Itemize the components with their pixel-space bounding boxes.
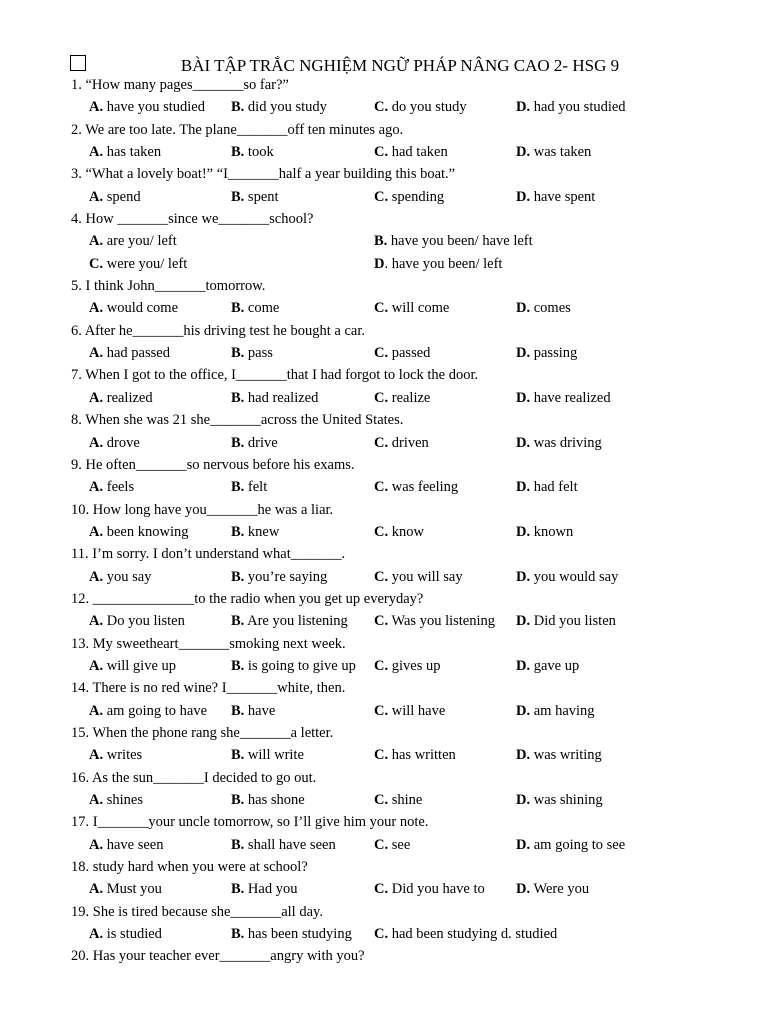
option-text: was driving xyxy=(530,434,602,451)
option-c[interactable] xyxy=(374,96,467,118)
option-text: have seen xyxy=(103,836,164,853)
option-c[interactable] xyxy=(374,834,410,856)
options-row xyxy=(71,432,751,454)
option-text: felt xyxy=(244,479,268,496)
option-text: . have you been/ left xyxy=(384,255,503,272)
options-row xyxy=(71,387,751,409)
option-c[interactable] xyxy=(374,655,440,677)
option-letter: B. xyxy=(231,836,245,853)
option-a[interactable] xyxy=(89,186,141,208)
option-b[interactable] xyxy=(231,566,327,588)
option-b[interactable] xyxy=(231,96,327,118)
option-text: Did you have to xyxy=(388,881,485,898)
option-b[interactable] xyxy=(231,186,279,208)
option-d[interactable] xyxy=(516,186,595,208)
option-letter: C. xyxy=(374,188,389,205)
option-text: will come xyxy=(388,300,450,317)
options-row xyxy=(71,923,751,945)
option-d[interactable] xyxy=(516,521,573,543)
option-text: took xyxy=(244,144,274,161)
option-letter: B. xyxy=(231,434,245,451)
option-text: has been studying xyxy=(244,926,352,943)
option-a[interactable] xyxy=(89,566,151,588)
option-text: you’re saying xyxy=(244,568,328,585)
options-row xyxy=(71,297,751,319)
option-text: Was you listening xyxy=(388,613,496,630)
question-text: 16. As the sun_______I decided to go out. xyxy=(71,769,317,786)
options-row xyxy=(71,141,751,163)
question-text: 6. After he_______his driving test he bought a car. xyxy=(71,322,365,339)
option-text: are you/ left xyxy=(103,233,177,250)
option-letter: C. xyxy=(374,926,389,943)
options-row xyxy=(71,253,751,275)
option-c[interactable] xyxy=(374,610,495,632)
option-text: writes xyxy=(103,747,143,764)
option-letter: B. xyxy=(231,881,245,898)
question-text: 7. When I got to the office, I_______that I had forgot to lock the door. xyxy=(71,367,479,384)
question-text: 14. There is no red wine? I_______white, then. xyxy=(71,680,346,697)
option-c[interactable] xyxy=(89,253,187,275)
option-text: shine xyxy=(388,792,423,808)
option-text: have xyxy=(244,702,276,719)
option-c[interactable] xyxy=(374,186,444,208)
question-text: 17. I_______your uncle tomorrow, so I’ll give him your note. xyxy=(71,814,429,831)
option-c[interactable] xyxy=(374,878,485,900)
option-letter: A. xyxy=(89,657,104,674)
option-letter: D. xyxy=(516,747,531,764)
option-text: is going to give up xyxy=(244,657,356,674)
option-letter: C. xyxy=(374,747,389,764)
option-letter: A. xyxy=(89,479,104,496)
option-d[interactable] xyxy=(516,387,611,409)
option-d[interactable] xyxy=(516,96,626,118)
option-text: Did you listen xyxy=(530,613,616,630)
option-letter: C. xyxy=(374,479,389,496)
option-letter: B. xyxy=(231,568,245,585)
option-letter: C. xyxy=(374,523,389,540)
option-d[interactable] xyxy=(516,878,589,900)
option-b[interactable] xyxy=(231,432,278,454)
option-text: knew xyxy=(244,523,280,540)
option-letter: A. xyxy=(89,233,104,250)
question-text: 12. ______________to the radio when you get up everyday? xyxy=(71,590,424,607)
option-text: drove xyxy=(103,434,140,451)
option-text: had passed xyxy=(103,345,170,362)
option-text: am going to see xyxy=(530,836,626,853)
option-letter: B. xyxy=(231,702,245,719)
option-c[interactable] xyxy=(374,432,429,454)
option-b[interactable] xyxy=(231,476,267,498)
option-c[interactable] xyxy=(374,387,430,409)
option-text: drive xyxy=(244,434,278,451)
question-text: 13. My sweetheart_______smoking next week. xyxy=(71,635,346,652)
question-text: 10. How long have you_______he was a liar. xyxy=(71,501,334,518)
option-letter: D. xyxy=(516,144,531,161)
option-d[interactable] xyxy=(374,253,502,275)
option-c[interactable] xyxy=(374,700,445,722)
option-text: had realized xyxy=(244,389,319,406)
option-c[interactable] xyxy=(374,476,458,498)
option-letter: D. xyxy=(516,613,531,630)
option-d[interactable] xyxy=(516,744,602,766)
option-letter: D. xyxy=(516,99,531,116)
option-text: spending xyxy=(388,188,445,205)
option-a[interactable] xyxy=(89,476,134,498)
option-text: Were you xyxy=(530,881,590,898)
option-d[interactable] xyxy=(516,476,578,498)
option-d[interactable] xyxy=(516,655,579,677)
option-d[interactable] xyxy=(516,834,625,856)
option-letter: C. xyxy=(374,345,389,362)
option-text: Do you listen xyxy=(103,613,185,630)
option-text: did you study xyxy=(244,99,327,116)
option-a[interactable] xyxy=(89,789,143,811)
option-letter: B. xyxy=(374,233,388,250)
options-row xyxy=(71,834,751,856)
option-a[interactable] xyxy=(89,96,205,118)
option-text: gave up xyxy=(530,657,580,674)
option-text: would come xyxy=(103,300,179,317)
options-row xyxy=(71,96,751,118)
option-letter: D. xyxy=(516,479,531,496)
question-text: 20. Has your teacher ever_______angry with you? xyxy=(71,948,365,965)
option-letter: B. xyxy=(231,188,245,205)
option-letter: C. xyxy=(374,99,389,116)
option-d[interactable] xyxy=(516,432,602,454)
option-letter: A. xyxy=(89,188,104,205)
option-letter: B. xyxy=(231,657,245,674)
option-letter: C. xyxy=(374,657,389,674)
option-b[interactable] xyxy=(231,789,305,811)
option-letter: C. xyxy=(374,144,389,161)
option-letter: C. xyxy=(374,702,389,719)
option-letter: D. xyxy=(516,434,531,451)
options-row xyxy=(71,230,751,252)
option-text: has shone xyxy=(244,792,305,808)
question-text: 1. “How many pages_______so far?” xyxy=(71,77,289,93)
question-list xyxy=(71,74,751,968)
option-letter: D xyxy=(374,255,385,272)
option-a[interactable] xyxy=(89,923,162,945)
option-text: you say xyxy=(103,568,152,585)
option-b[interactable] xyxy=(231,655,356,677)
option-text: have you been/ have left xyxy=(387,233,533,250)
option-letter: A. xyxy=(89,523,104,540)
option-letter: A. xyxy=(89,300,104,317)
option-letter: B. xyxy=(231,479,245,496)
option-b[interactable] xyxy=(231,342,273,364)
option-text: will have xyxy=(388,702,446,719)
option-c[interactable] xyxy=(374,744,456,766)
option-c[interactable] xyxy=(374,297,449,319)
option-text: been knowing xyxy=(103,523,189,540)
option-text: shall have seen xyxy=(244,836,336,853)
options-row xyxy=(71,186,751,208)
option-d[interactable] xyxy=(516,700,595,722)
option-letter: D. xyxy=(516,657,531,674)
option-d[interactable] xyxy=(516,297,571,319)
option-c[interactable] xyxy=(374,342,430,364)
option-text: driven xyxy=(388,434,429,451)
option-b[interactable] xyxy=(231,700,275,722)
option-letter: C. xyxy=(374,300,389,317)
option-letter: D. xyxy=(516,300,531,317)
option-a[interactable] xyxy=(89,655,176,677)
option-text: am going to have xyxy=(103,702,208,719)
option-text: was feeling xyxy=(388,479,459,496)
option-a[interactable] xyxy=(89,700,207,722)
option-a[interactable] xyxy=(89,297,178,319)
option-text: realized xyxy=(103,389,153,406)
options-row xyxy=(71,566,751,588)
option-letter: A. xyxy=(89,345,104,362)
options-row xyxy=(71,655,751,677)
option-c[interactable] xyxy=(374,566,463,588)
option-letter: D. xyxy=(516,792,531,808)
option-text: had taken xyxy=(388,144,448,161)
option-text: spent xyxy=(244,188,279,205)
option-letter: C. xyxy=(374,613,389,630)
option-letter: B. xyxy=(231,926,245,943)
option-d[interactable] xyxy=(516,610,616,632)
option-letter: B. xyxy=(231,389,245,406)
options-row xyxy=(71,610,751,632)
option-text: has taken xyxy=(103,144,162,161)
question-text: 2. We are too late. The plane_______off ten minutes ago. xyxy=(71,121,404,138)
option-letter: A. xyxy=(89,389,104,406)
option-text: you will say xyxy=(388,568,463,585)
option-letter: B. xyxy=(231,747,245,764)
question-text: 5. I think John_______tomorrow. xyxy=(71,278,266,295)
question-text: 4. How _______since we_______school? xyxy=(71,211,314,228)
option-letter: B. xyxy=(231,144,245,161)
question-text: 18. study hard when you were at school? xyxy=(71,859,308,876)
option-letter: C. xyxy=(374,389,389,406)
option-letter: D. xyxy=(516,568,531,585)
option-letter: B. xyxy=(231,523,245,540)
option-text: passing xyxy=(530,345,578,362)
option-letter: D. xyxy=(516,836,531,853)
option-c[interactable] xyxy=(374,521,424,543)
option-letter: A. xyxy=(89,792,104,808)
option-letter: A. xyxy=(89,881,104,898)
option-text: Are you listening xyxy=(244,613,348,630)
options-row xyxy=(71,744,751,766)
option-letter: D. xyxy=(516,881,531,898)
option-letter: B. xyxy=(231,792,245,808)
question-text: 9. He often_______so nervous before his exams. xyxy=(71,456,355,473)
option-c[interactable] xyxy=(374,923,557,945)
option-a[interactable] xyxy=(89,744,142,766)
option-text: was shining xyxy=(530,792,603,808)
option-a[interactable] xyxy=(89,834,164,856)
option-text: comes xyxy=(530,300,571,317)
option-letter: A. xyxy=(89,568,104,585)
option-text: realize xyxy=(388,389,431,406)
question-text: 8. When she was 21 she_______across the United States. xyxy=(71,412,404,429)
option-text: Must you xyxy=(103,881,162,898)
option-b[interactable] xyxy=(374,230,533,252)
option-text: has written xyxy=(388,747,456,764)
question-text: 11. I’m sorry. I don’t understand what_______. xyxy=(71,546,346,563)
option-b[interactable] xyxy=(231,610,348,632)
option-letter: D. xyxy=(516,389,531,406)
page-title: BÀI TẬP TRẮC NGHIỆM NGỮ PHÁP NÂNG CAO 2- HSG 9 xyxy=(180,56,620,75)
option-text: had felt xyxy=(530,479,578,496)
option-letter: D. xyxy=(516,702,531,719)
option-letter: C. xyxy=(374,881,389,898)
option-text: had been studying d. studied xyxy=(388,926,558,943)
option-letter: B. xyxy=(231,345,245,362)
option-letter: A. xyxy=(89,99,104,116)
option-letter: C. xyxy=(374,792,389,808)
option-letter: A. xyxy=(89,747,104,764)
option-d[interactable] xyxy=(516,141,591,163)
option-d[interactable] xyxy=(516,566,618,588)
option-letter: C. xyxy=(374,568,389,585)
option-text: was taken xyxy=(530,144,592,161)
option-text: feels xyxy=(103,479,135,496)
option-b[interactable] xyxy=(231,878,297,900)
options-row xyxy=(71,521,751,543)
question-text: 19. She is tired because she_______all day. xyxy=(71,903,323,920)
option-letter: B. xyxy=(231,300,245,317)
option-a[interactable] xyxy=(89,432,140,454)
option-letter: C. xyxy=(374,434,389,451)
option-d[interactable] xyxy=(516,342,577,364)
option-text: was writing xyxy=(530,747,602,764)
option-b[interactable] xyxy=(231,834,336,856)
option-letter: D. xyxy=(516,345,531,362)
option-letter: C. xyxy=(89,255,104,272)
option-text: spend xyxy=(103,188,141,205)
option-text: do you study xyxy=(388,99,467,116)
option-letter: A. xyxy=(89,926,104,943)
question-text: 15. When the phone rang she_______a letter. xyxy=(71,724,334,741)
options-row xyxy=(71,700,751,722)
option-letter: D. xyxy=(516,523,531,540)
option-text: Had you xyxy=(244,881,298,898)
option-b[interactable] xyxy=(231,923,352,945)
option-text: shines xyxy=(103,792,143,808)
option-letter: A. xyxy=(89,836,104,853)
option-text: see xyxy=(388,836,411,853)
option-c[interactable] xyxy=(374,141,448,163)
option-text: gives up xyxy=(388,657,441,674)
option-b[interactable] xyxy=(231,141,274,163)
option-text: you would say xyxy=(530,568,619,585)
option-text: have realized xyxy=(530,389,611,406)
option-b[interactable] xyxy=(231,387,318,409)
option-text: know xyxy=(388,523,424,540)
option-b[interactable] xyxy=(231,521,279,543)
option-a[interactable] xyxy=(89,387,153,409)
option-text: come xyxy=(244,300,280,317)
option-letter: B. xyxy=(231,613,245,630)
option-d[interactable] xyxy=(516,789,603,811)
option-b[interactable] xyxy=(231,297,279,319)
option-letter: A. xyxy=(89,613,104,630)
option-letter: A. xyxy=(89,434,104,451)
option-letter: A. xyxy=(89,144,104,161)
option-text: had you studied xyxy=(530,99,626,116)
option-text: is studied xyxy=(103,926,162,943)
option-letter: A. xyxy=(89,702,104,719)
option-text: will write xyxy=(244,747,304,764)
option-text: known xyxy=(530,523,574,540)
option-letter: D. xyxy=(516,188,531,205)
options-row xyxy=(71,476,751,498)
option-text: have you studied xyxy=(103,99,205,116)
option-b[interactable] xyxy=(231,744,304,766)
options-row xyxy=(71,342,751,364)
option-text: were you/ left xyxy=(103,255,188,272)
option-text: pass xyxy=(244,345,273,362)
option-a[interactable] xyxy=(89,141,161,163)
option-text: will give up xyxy=(103,657,177,674)
option-text: have spent xyxy=(530,188,596,205)
options-row xyxy=(71,789,751,811)
option-text: passed xyxy=(388,345,431,362)
option-a[interactable] xyxy=(89,610,185,632)
question-text: 3. “What a lovely boat!” “I_______half a year building this boat.” xyxy=(71,166,456,183)
option-letter: C. xyxy=(374,836,389,853)
option-letter: B. xyxy=(231,99,245,116)
options-row xyxy=(71,878,751,900)
option-c[interactable] xyxy=(374,789,422,811)
option-a[interactable] xyxy=(89,342,170,364)
option-a[interactable] xyxy=(89,878,162,900)
option-text: am having xyxy=(530,702,595,719)
option-a[interactable] xyxy=(89,230,177,252)
option-a[interactable] xyxy=(89,521,188,543)
